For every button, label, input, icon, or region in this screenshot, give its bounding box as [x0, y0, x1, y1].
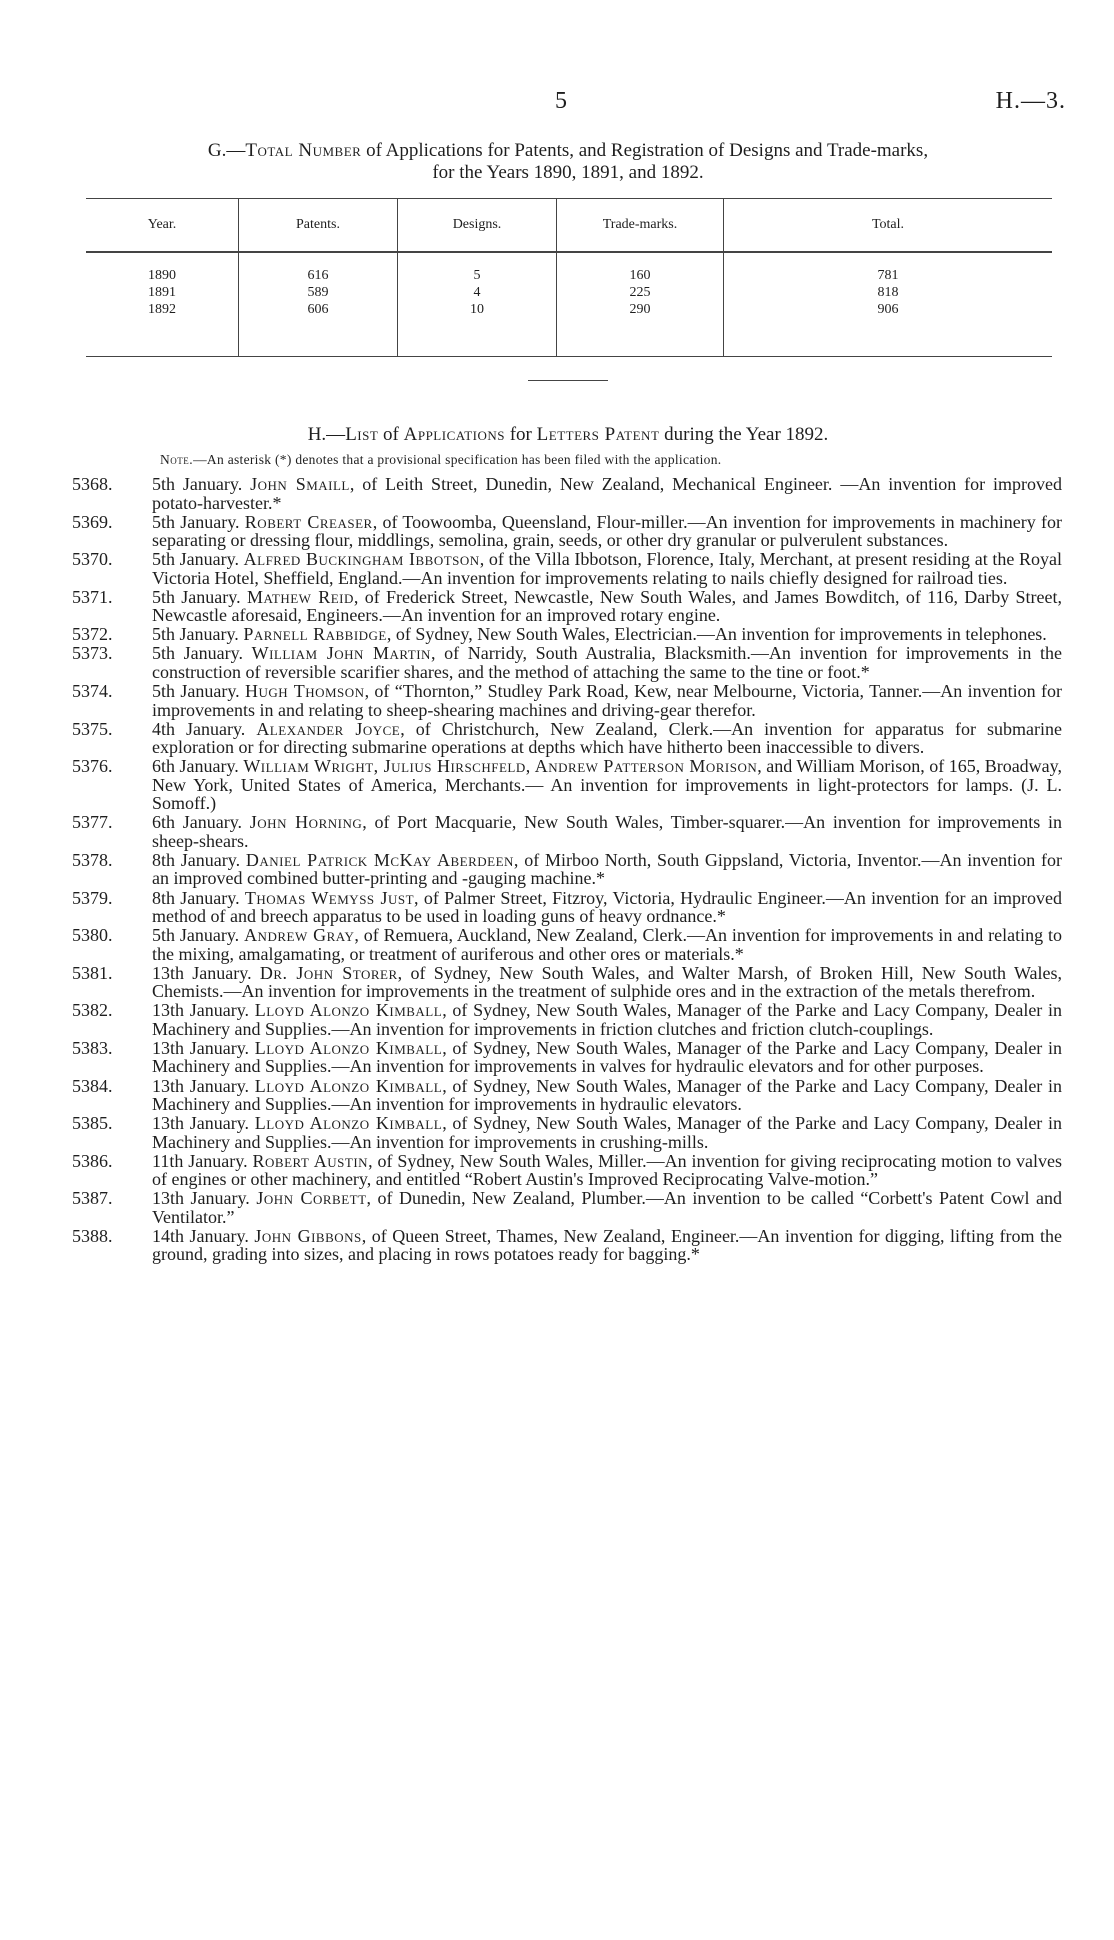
table-row: [86, 252, 1052, 357]
list-item: [72, 1189, 1062, 1226]
list-h-title-caps-2: Applications: [403, 424, 505, 445]
entry-number: 5375.: [72, 718, 113, 739]
list-h-title-mid-2: for: [504, 424, 537, 445]
entry-applicant: Lloyd Alonzo Kimball: [254, 1000, 443, 1021]
document-reference: H.—3.: [995, 88, 1066, 114]
table-g-title-caps: Total Number: [245, 140, 362, 161]
entry-applicant: Andrew Gray: [244, 925, 355, 946]
entry-applicant: Thomas Wemyss Just: [244, 887, 415, 908]
entry-date: 5th January.: [152, 586, 241, 607]
entry-applicant: Hugh Thomson: [245, 681, 365, 702]
table-g-title-prefix: G.—: [207, 140, 246, 161]
entry-date: 13th January.: [152, 1037, 250, 1058]
entry-date: 5th January.: [152, 643, 243, 664]
entry-description: , of Sydney, New South Wales, and Walter Marsh, of Broken Hill, New South Wales, Chemists.—An invention for improvements in the treatment of sulphide ores and in the extraction of the metals therefrom.: [152, 962, 1062, 1002]
list-item: [72, 1227, 1062, 1264]
entry-applicant: Dr. John Storer: [259, 962, 398, 983]
entry-date: 14th January.: [152, 1225, 249, 1246]
col-header-trademarks: Trade-marks.: [557, 199, 724, 253]
entry-description: , of Sydney, New South Wales, Manager of the Parke and Lacy Company, Dealer in Machinery and Supplies.—An invention for improvements in valves for hydraulic elevators and for other purposes.: [152, 1037, 1063, 1077]
entry-description: , of Queen Street, Thames, New Zealand, Engineer.—An invention for digging, lifting from the ground, grading into sizes, and placing in rows potatoes ready for bagging.*: [152, 1225, 1063, 1265]
entry-applicant: Alexander Joyce: [256, 718, 401, 739]
entry-number: 5373.: [72, 643, 113, 664]
list-h-title-caps-1: List: [345, 424, 379, 445]
entry-applicant: John Gibbons: [254, 1225, 362, 1246]
entry-number: 5386.: [72, 1150, 113, 1171]
entry-description: , of Sydney, New South Wales, Electrician.—An invention for improvements in telephones.: [386, 624, 1047, 645]
col-header-total: Total.: [724, 199, 1053, 253]
entry-description: , of Sydney, New South Wales, Miller.—An invention for giving reciprocating motion to valves of engines or other machinery, and entitled “Robert Austin's Improved Reciprocating Valve-motion.”: [152, 1150, 1063, 1190]
list-item: [72, 644, 1062, 681]
entry-date: 5th January.: [152, 474, 243, 494]
entry-description: , of Leith Street, Dunedin, New Zealand, Mechanical Engineer. —An invention for improved potato-harvester.*: [152, 474, 1062, 513]
entry-applicant: John Smaill: [250, 474, 350, 494]
table-g-title-rest: of Applications for Patents, and Registration of Designs and Trade-marks,: [361, 140, 929, 161]
entry-description: , of Mirboo North, South Gippsland, Victoria, Inventor.—An invention for an improved combined butter-printing and -gauging machine.*: [152, 849, 1063, 889]
entry-date: 13th January.: [152, 1113, 250, 1134]
entry-number: 5383.: [72, 1037, 113, 1058]
entry-number: 5370.: [72, 549, 113, 570]
entry-description: , of Sydney, New South Wales, Manager of the Parke and Lacy Company, Dealer in Machinery and Supplies.—An invention for improvements in crushing-mills.: [152, 1113, 1063, 1152]
list-item: [72, 1152, 1062, 1189]
entry-date: 5th January.: [152, 511, 240, 532]
entry-number: 5368.: [72, 474, 113, 494]
list-item: [72, 550, 1062, 587]
entry-date: 6th January.: [152, 812, 243, 833]
list-item: [72, 475, 1062, 512]
entry-number: 5384.: [72, 1075, 113, 1096]
page-number: 5: [555, 88, 567, 114]
list-h-title-caps-3: Letters Patent: [536, 424, 660, 445]
entry-applicant: Lloyd Alonzo Kimball: [254, 1075, 443, 1096]
entry-applicant: John Corbett: [256, 1188, 367, 1209]
entry-applicant: Lloyd Alonzo Kimball: [254, 1113, 443, 1134]
entry-applicant: Robert Creaser: [244, 511, 373, 532]
entry-date: 13th January.: [152, 1188, 250, 1209]
entry-number: 5385.: [72, 1113, 113, 1134]
entry-description: , of Dunedin, New Zealand, Plumber.—An invention to be called “Corbett's Patent Cowl and Ventilator.”: [152, 1188, 1063, 1227]
entry-description: , of Narridy, South Australia, Blacksmith.—An invention for improvements in the construction of reversible scarifier shares, and the method of attaching the same to the tine or foot.*: [152, 643, 1063, 682]
entry-description: , of the Villa Ibbotson, Florence, Italy, Merchant, at present residing at the Royal Victoria Hotel, Sheffield, England.—An invention for improvements relating to nails chiefly designed for railroad ties.: [152, 549, 1063, 588]
entry-date: 8th January.: [152, 849, 241, 870]
entry-applicant: Robert Austin: [252, 1150, 369, 1171]
entry-description: , of “Thornton,” Studley Park Road, Kew, near Melbourne, Victoria, Tanner.—An invention for improvements in and relating to sheep-shearing machines and driving-gear therefor.: [152, 681, 1062, 720]
entry-date: 11th January.: [152, 1150, 248, 1171]
note-label: Note.: [160, 452, 194, 467]
entry-date: 13th January.: [152, 962, 252, 983]
entry-number: 5378.: [72, 849, 113, 870]
entry-number: 5371.: [72, 586, 113, 607]
list-item: [72, 757, 1062, 813]
entry-number: 5379.: [72, 887, 113, 908]
entry-date: 4th January.: [152, 718, 246, 739]
entry-date: 5th January.: [152, 681, 240, 702]
entry-description: , of Sydney, New South Wales, Manager of the Parke and Lacy Company, Dealer in Machinery and Supplies.—An invention for improvements in hydraulic elevators.: [152, 1075, 1063, 1114]
list-item: [72, 926, 1062, 963]
list-item: [72, 813, 1062, 850]
entry-description: , of Frederick Street, Newcastle, New South Wales, and James Bowditch, of 116, Darby Street, Newcastle aforesaid, Engineers.—An invention for an improved rotary engine.: [152, 586, 1063, 626]
list-item: [72, 889, 1062, 926]
list-item: [72, 682, 1062, 719]
note-text: —An asterisk (*) denotes that a provisional specification has been filed with the application.: [193, 452, 722, 467]
entry-description: , of Palmer Street, Fitzroy, Victoria, Hydraulic Engineer.—An invention for an improved method of and breech apparatus to be used in loading guns of heavy ordnance.*: [152, 887, 1063, 927]
cell-trademarks: 160 225 290: [557, 252, 724, 357]
applications-table: [86, 198, 1052, 357]
cell-totals: 781 818 906: [724, 252, 1053, 357]
list-item: [72, 1114, 1062, 1151]
list-item: [72, 625, 1062, 644]
entry-date: 5th January.: [152, 925, 240, 946]
entry-applicant: Alfred Buckingham Ibbotson: [243, 549, 480, 570]
entry-number: 5369.: [72, 511, 113, 532]
entry-applicant: Lloyd Alonzo Kimball: [254, 1037, 443, 1058]
col-header-year: Year.: [86, 199, 239, 253]
entry-applicant: Parnell Rabbidge: [243, 624, 387, 645]
entry-number: 5388.: [72, 1225, 113, 1246]
entry-number: 5374.: [72, 681, 113, 702]
entry-applicant: Mathew Reid: [246, 586, 354, 607]
entry-description: , of Remuera, Auckland, New Zealand, Clerk.—An invention for improvements in and relating to the mixing, amalgamating, or treatment of auriferous and other ores or materials.*: [152, 925, 1062, 964]
asterisk-note: [160, 452, 721, 468]
cell-patents: 616 589 606: [239, 252, 398, 357]
entry-description: , of Sydney, New South Wales, Manager of the Parke and Lacy Company, Dealer in Machinery and Supplies.—An invention for improvements in friction clutches and friction clutch-couplings.: [152, 1000, 1063, 1039]
application-list: [72, 475, 1062, 1264]
entry-number: 5382.: [72, 1000, 113, 1021]
list-item: [72, 964, 1062, 1001]
entry-description: , and William Morison, of 165, Broadway, New York, United States of America, Merchants.— An invention for improvements in light-protectors for lamps. (J. L. Somoff.): [152, 756, 1062, 814]
entry-date: 13th January.: [152, 1075, 250, 1096]
entry-applicant: William Wright, Julius Hirschfeld, Andrew Patterson Morison: [243, 756, 758, 777]
entry-description: , of Port Macquarie, New South Wales, Timber-squarer.—An invention for improvements in sheep-shears.: [152, 812, 1062, 851]
entry-date: 6th January.: [152, 756, 239, 777]
entry-applicant: Daniel Patrick McKay Aberdeen: [245, 849, 514, 870]
entry-description: , of Christchurch, New Zealand, Clerk.—An invention for apparatus for submarine exploration or for directing submarine operations at depths which have hitherto been inaccessible to divers.: [152, 718, 1062, 758]
list-item: [72, 1077, 1062, 1114]
list-item: [72, 720, 1062, 757]
table-g-title-line2: for the Years 1890, 1891, and 1892.: [432, 162, 704, 183]
entry-description: , of Toowoomba, Queensland, Flour-miller.—An invention for improvements in machinery for separating or dressing flour, middlings, semolina, grain, seeds, or other dry granular or pulverulent substances.: [152, 511, 1063, 551]
list-h-title-prefix: H.—: [307, 424, 346, 445]
table-g-title: [80, 140, 1056, 184]
section-divider: [528, 380, 608, 381]
entry-number: 5372.: [72, 624, 113, 645]
entry-number: 5381.: [72, 962, 113, 983]
entry-applicant: William John Martin: [251, 643, 431, 664]
entry-number: 5380.: [72, 925, 113, 946]
entry-date: 8th January.: [152, 887, 240, 908]
entry-date: 5th January.: [152, 549, 239, 570]
list-item: [72, 1001, 1062, 1038]
list-item: [72, 851, 1062, 888]
cell-designs: 5 4 10: [398, 252, 557, 357]
table-header-row: [86, 199, 1052, 253]
entry-date: 5th January.: [152, 624, 239, 645]
list-h-title: [80, 424, 1056, 446]
list-item: [72, 513, 1062, 550]
col-header-designs: Designs.: [398, 199, 557, 253]
entry-date: 13th January.: [152, 1000, 250, 1021]
entry-applicant: John Horning: [249, 812, 363, 833]
entry-number: 5387.: [72, 1188, 113, 1209]
cell-years: 1890 1891 1892: [86, 252, 239, 357]
col-header-patents: Patents.: [239, 199, 398, 253]
entry-number: 5377.: [72, 812, 113, 833]
list-h-title-mid-1: of: [378, 424, 404, 445]
list-h-title-rest: during the Year 1892.: [659, 424, 829, 445]
list-item: [72, 1039, 1062, 1076]
entry-number: 5376.: [72, 756, 113, 777]
list-item: [72, 588, 1062, 625]
